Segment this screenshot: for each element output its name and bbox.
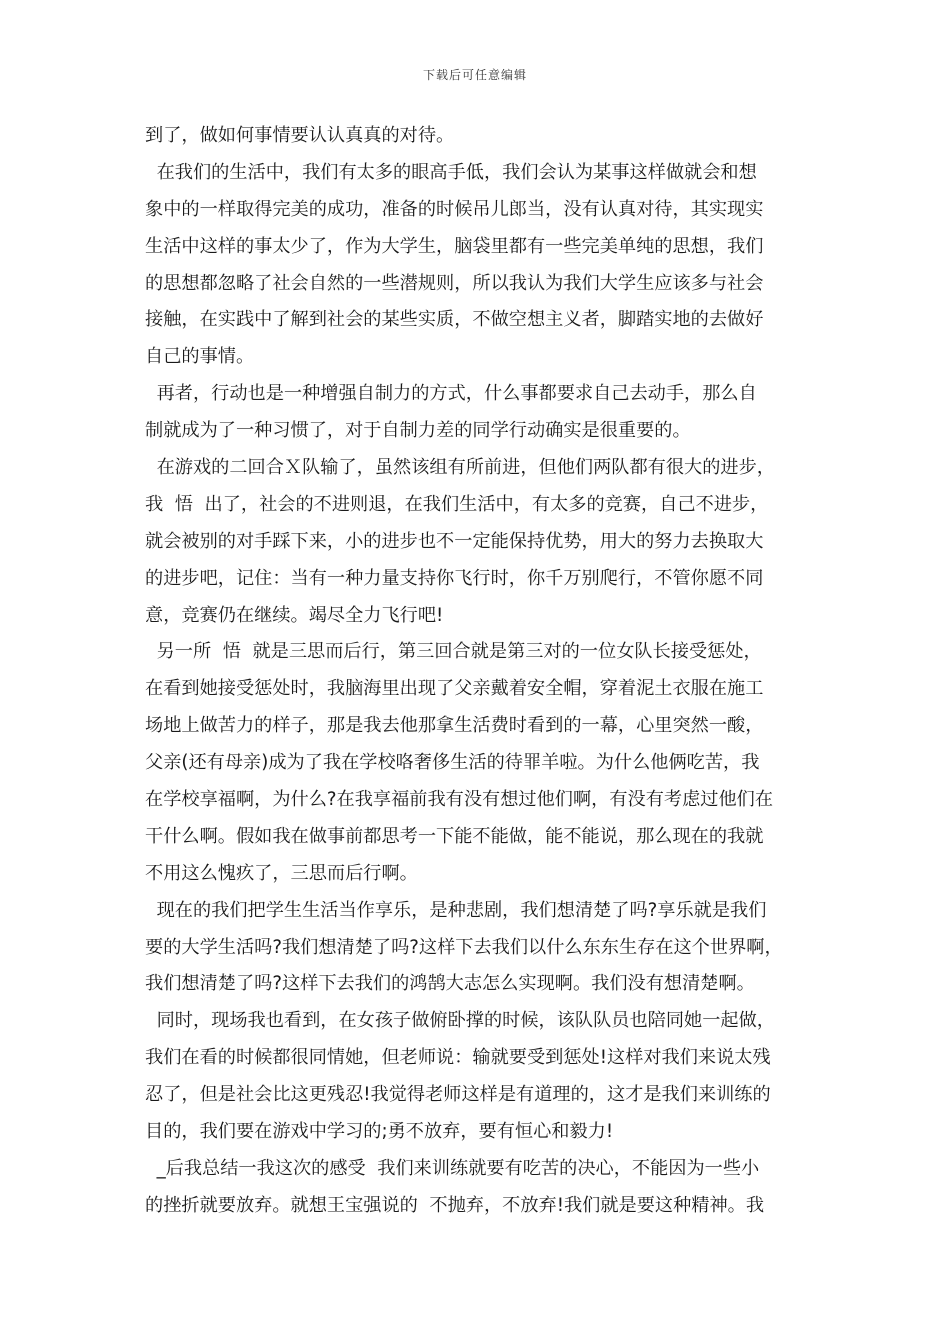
body-text-line: 在游戏的二回合Ｘ队输了，虽然该组有所前进，但他们两队都有很大的进步， xyxy=(145,457,775,479)
page-header-note: 下载后可任意编辑 xyxy=(422,68,527,82)
body-text-line: 到了，做如何事情要认认真真的对待。 xyxy=(145,125,455,146)
body-text-line: 现在的我们把学生生活当作享乐，是种悲剧，我们想清楚了吗?享乐就是我们 xyxy=(145,899,767,921)
body-text-line: 要的大学生活吗?我们想清楚了吗?这样下去我们以什么东东生存在这个世界啊， xyxy=(145,936,783,958)
body-text-line: 意，竞赛仍在继续。竭尽全力飞行吧! xyxy=(145,604,444,626)
body-text-line: 接触，在实践中了解到社会的某些实质，不做空想主义者，脚踏实地的去做好 xyxy=(145,309,764,331)
body-text-line: 同时，现场我也看到，在女孩子做俯卧撑的时候，该队队员也陪同她一起做， xyxy=(145,1010,775,1032)
body-text-line: 父亲(还有母亲)成为了我在学校咯奢侈生活的待罪羊啦。为什么他俩吃苦，我 xyxy=(145,752,760,774)
body-text-line: 的进步吧，记住：当有一种力量支持你飞行时，你千万别爬行，不管你愿不同 xyxy=(145,567,764,589)
body-text-line: 就会被别的对手踩下来，小的进步也不一定能保持优势，用大的努力去换取大 xyxy=(145,530,764,552)
body-text-line: 生活中这样的事太少了，作为大学生，脑袋里都有一些完美单纯的思想，我们 xyxy=(145,235,764,257)
body-text-line: 在我们的生活中，我们有太多的眼高手低，我们会认为某事这样做就会和想 xyxy=(145,161,757,183)
body-text-line: 自己的事情。 xyxy=(145,346,255,368)
document-body xyxy=(145,118,817,1225)
body-text-line: 场地上做苦力的样子，那是我去他那拿生活费时看到的一幕，心里突然一酸， xyxy=(145,715,764,737)
body-text-line: _后我总结一我这次的感受 我们来训练就要有吃苦的决心，不能因为一些小 xyxy=(145,1157,760,1179)
body-text-line: 在学校享福啊，为什么?在我享福前我有没有想过他们啊，有没有考虑过他们在 xyxy=(145,789,774,811)
body-text-line: 另一所 悟 就是三思而后行，第三回合就是第三对的一位女队长接受惩处， xyxy=(145,641,762,663)
body-text-line: 制就成为了一种习惯了，对于自制力差的同学行动确实是很重要的。 xyxy=(145,420,691,442)
body-text-line: 再者，行动也是一种增强自制力的方式，什么事都要求自己去动手，那么自 xyxy=(145,383,757,405)
body-text-line: 我们想清楚了吗?这样下去我们的鸿鹄大志怎么实现啊。我们没有想清楚啊。 xyxy=(145,973,755,995)
body-text-line: 不用这么愧疚了，三思而后行啊。 xyxy=(145,862,418,884)
body-text-line: 在看到她接受惩处时，我脑海里出现了父亲戴着安全帽，穿着泥土衣服在施工 xyxy=(145,678,764,700)
body-text-line: 象中的一样取得完美的成功，准备的时候吊儿郎当，没有认真对待，其实现实 xyxy=(145,198,764,220)
body-text-line: 我 悟 出了，社会的不进则退，在我们生活中，有太多的竞赛，自己不进步， xyxy=(145,493,769,515)
body-text-line: 目的，我们要在游戏中学习的;勇不放弃，要有恒心和毅力! xyxy=(145,1121,614,1143)
body-text-line: 干什么啊。假如我在做事前都思考一下能不能做，能不能说，那么现在的我就 xyxy=(145,825,764,847)
body-text-line: 忍了，但是社会比这更残忍!我觉得老师这样是有道理的，这才是我们来训练的 xyxy=(145,1084,771,1106)
body-text-line: 的挫折就要放弃。就想王宝强说的 不抛弃，不放弃!我们就是要这种精神。我 xyxy=(145,1194,765,1216)
body-text-line: 的思想都忽略了社会自然的一些潜规则，所以我认为我们大学生应该多与社会 xyxy=(145,272,764,294)
body-text-line: 我们在看的时候都很同情她，但老师说：输就要受到惩处!这样对我们来说太残 xyxy=(145,1047,771,1069)
